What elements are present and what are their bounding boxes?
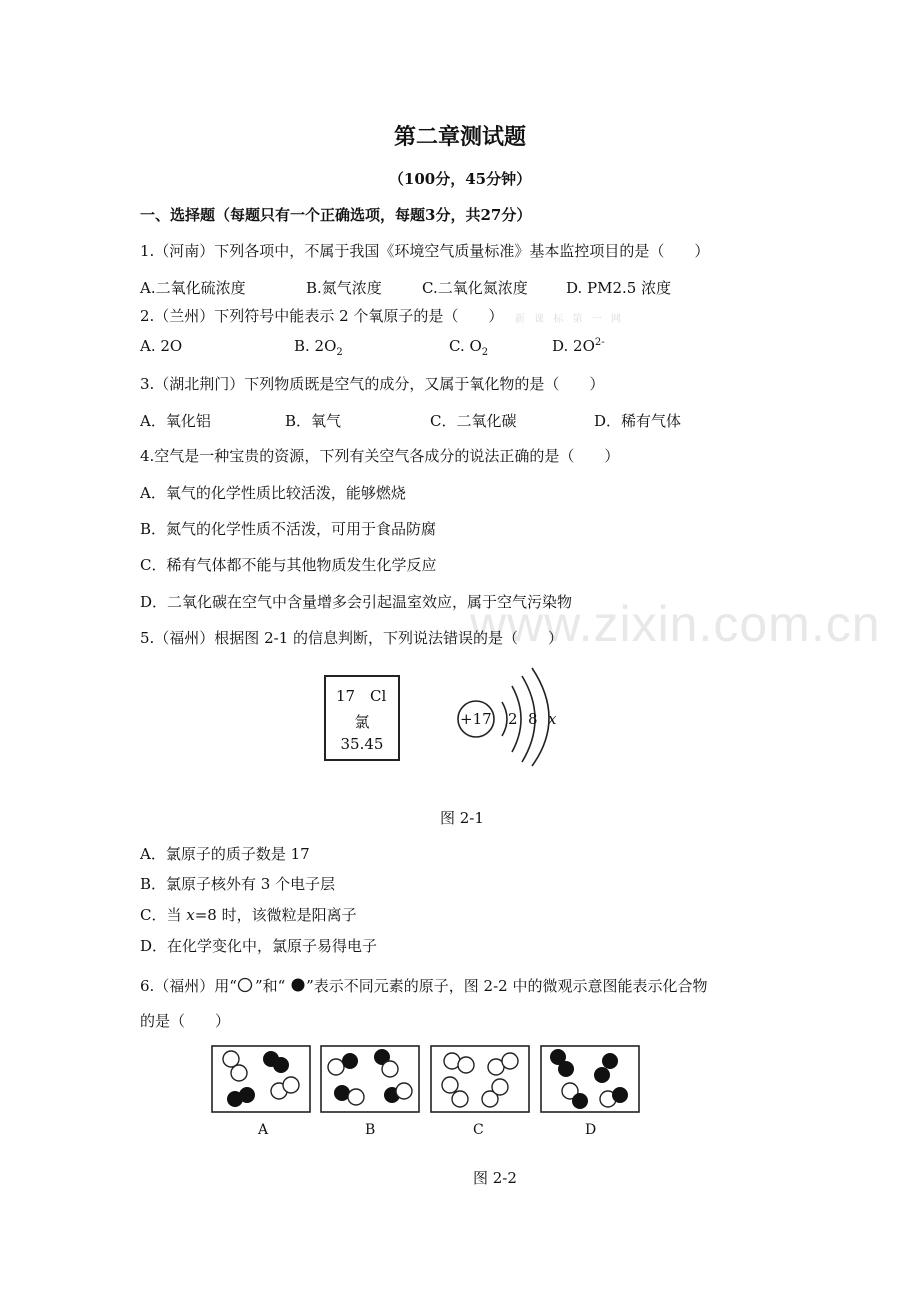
- panel-a-label: A: [258, 1122, 269, 1138]
- question-2-stem: 2.（兰州）下列符号中能表示 2 个氧原子的是（ ）: [140, 307, 504, 325]
- question-5-option-b: B．氯原子核外有 3 个电子层: [140, 875, 336, 893]
- question-6-stem-line2: 的是（ ）: [140, 1012, 231, 1030]
- question-3-option-d: D．稀有气体: [594, 412, 682, 430]
- question-6-stem-part1: 6.（福州）用“: [140, 977, 237, 995]
- figure-2-2-caption: 图 2-2: [473, 1169, 517, 1187]
- question-4-option-a: A．氧气的化学性质比较活泼，能够燃烧: [140, 484, 406, 502]
- element-atomic-mass: 35.45: [340, 735, 384, 753]
- question-2-option-b-sub: 2: [336, 347, 343, 358]
- black-atom-icon: [290, 977, 306, 993]
- question-4-option-c: C．稀有气体都不能与其他物质发生化学反应: [140, 556, 437, 574]
- page-title: 第二章测试题: [393, 124, 526, 150]
- panel-d-label: D: [585, 1122, 597, 1138]
- element-symbol: Cl: [370, 687, 387, 705]
- watermark: www.zixin.com.cn: [470, 596, 881, 652]
- element-card: [324, 675, 400, 761]
- question-2-option-a: A. 2O: [140, 337, 183, 355]
- panel-b-label: B: [365, 1122, 376, 1138]
- section-heading: 一、选择题（每题只有一个正确选项，每题3分，共27分）: [140, 206, 532, 224]
- panel-b-diagram: [320, 1045, 420, 1113]
- question-4-option-b: B．氮气的化学性质不活泼，可用于食品防腐: [140, 520, 437, 538]
- panel-a-diagram: [211, 1045, 311, 1113]
- question-2-option-d-sup: 2-: [594, 337, 605, 348]
- question-2-option-c-main: C. O: [449, 337, 482, 355]
- question-5-option-c-var: x: [186, 906, 195, 924]
- question-2-option-c-sub: 2: [481, 347, 489, 358]
- question-2-option-b: [294, 337, 343, 358]
- question-5-option-d: D．在化学变化中，氯原子易得电子: [140, 937, 378, 955]
- element-atomic-number: 17: [336, 687, 356, 705]
- question-2-option-c: [449, 337, 488, 358]
- question-5-stem: 5.（福州）根据图 2-1 的信息判断，下列说法错误的是（ ）: [140, 629, 564, 647]
- question-3-option-c: C．二氧化碳: [430, 412, 517, 430]
- question-1-stem: 1.（河南）下列各项中，不属于我国《环境空气质量标准》基本监控项目的是（ ）: [140, 242, 710, 260]
- panel-d-diagram: [540, 1045, 640, 1113]
- question-6-stem-part3: ”表示不同元素的原子，图 2-2 中的微观示意图能表示化合物: [306, 977, 708, 995]
- white-atom-icon: [237, 977, 255, 993]
- question-1-option-a: A.二氧化硫浓度: [140, 279, 246, 297]
- shell-2-count: 8: [528, 710, 538, 728]
- question-1-option-d: D. PM2.5 浓度: [566, 279, 672, 297]
- question-5-option-a: A．氯原子的质子数是 17: [140, 845, 310, 863]
- question-5-option-c: [140, 904, 357, 925]
- question-4-option-d: D．二氧化碳在空气中含量增多会引起温室效应，属于空气污染物: [140, 593, 573, 611]
- question-6-stem: [140, 975, 707, 996]
- question-3-option-a: A．氧化铝: [140, 412, 211, 430]
- question-3-stem: 3.（湖北荆门）下列物质既是空气的成分，又属于氧化物的是（ ）: [140, 375, 605, 393]
- question-6-stem-part2: ”和“: [254, 977, 291, 995]
- question-2-option-b-main: B. 2O: [294, 337, 337, 355]
- element-name: 氯: [354, 713, 370, 731]
- figure-2-1-caption: 图 2-1: [440, 809, 484, 827]
- shell-3-count: x: [548, 710, 557, 728]
- question-3-option-b: B．氧气: [285, 412, 342, 430]
- electron-shell-arc-1: [502, 702, 507, 736]
- page-subtitle: （100分，45分钟）: [388, 170, 532, 188]
- panel-c-diagram: [430, 1045, 530, 1113]
- shell-1-count: 2: [508, 710, 518, 728]
- question-1-option-b: B.氮气浓度: [306, 279, 382, 297]
- panel-c-label: C: [473, 1122, 484, 1138]
- faint-watermark: 新 课 标 第 一 网: [515, 314, 624, 325]
- question-2-option-d: [552, 337, 605, 355]
- question-5-option-c-pre: C．当: [140, 906, 187, 924]
- question-5-option-c-post: =8 时，该微粒是阳离子: [194, 906, 357, 924]
- question-2-option-d-main: D. 2O: [552, 337, 595, 355]
- question-4-stem: 4.空气是一种宝贵的资源，下列有关空气各成分的说法正确的是（ ）: [140, 447, 620, 465]
- question-1-option-c: C.二氧化氮浓度: [422, 279, 528, 297]
- nucleus-charge: +17: [460, 710, 492, 728]
